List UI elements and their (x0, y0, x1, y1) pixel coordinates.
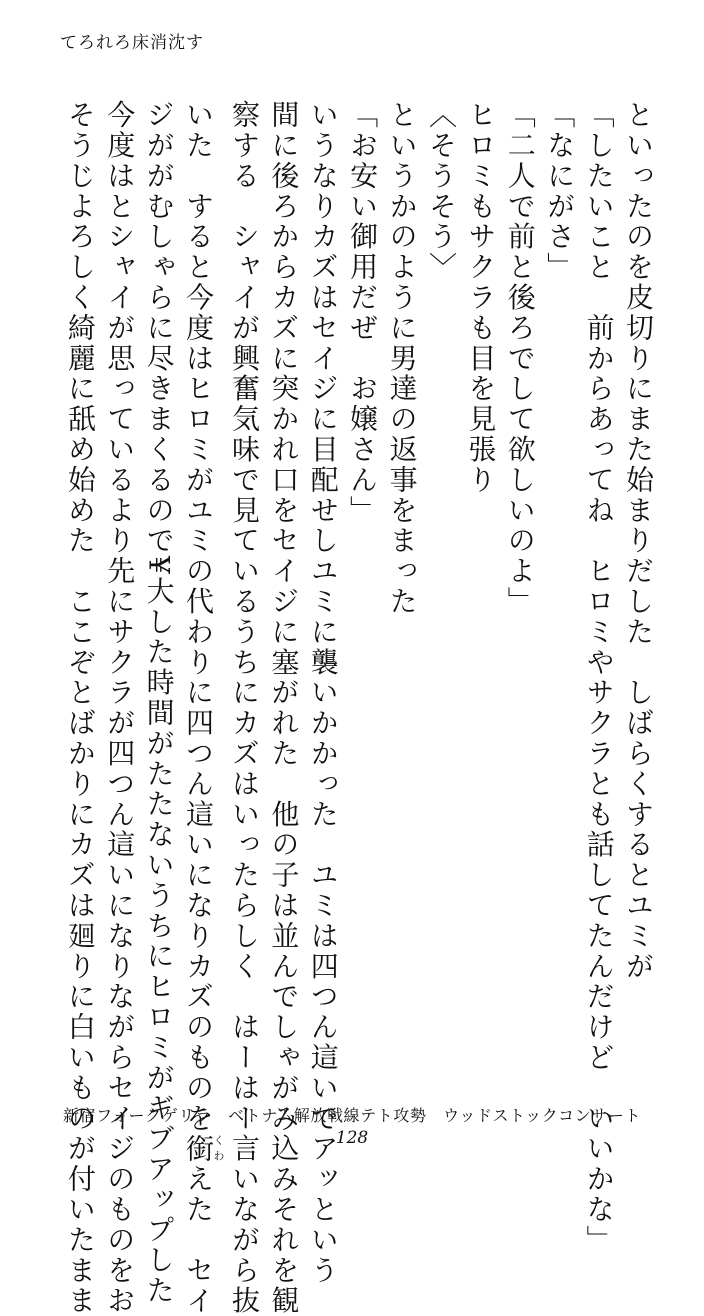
text-segment: いた すると今度はヒロミがユミの代わりに四つん這いになりカズのものを (182, 100, 216, 1134)
running-head: てろれろ床消沈す (60, 33, 204, 53)
text-line: 「二人で前と後ろでして欲しいのよ」 (503, 100, 537, 617)
page-footer (0, 1106, 704, 1148)
text-line: 間に後ろからカズに突かれ口をセイジに塞がれた 他の子は並んでしゃがみ込みそれを観 (267, 100, 301, 1316)
text-line: 察する シャイが興奮気味で見ているうちにカズはいったらしく はーはー言いながら抜 (227, 100, 261, 1316)
text-line: いうなりカズはセイジに目配せしユミに襲いかかった ユミは四つん這いでアッという (306, 100, 340, 1286)
page-number: 128 (335, 1128, 369, 1148)
text-line: 〈そうそう〉 (424, 100, 458, 283)
text-line: ヒロミもサクラも目を見張り (464, 100, 498, 496)
ruby-reading: くわ (212, 1133, 226, 1164)
text-line: 「お安い御用だぜ お嬢さん」 (346, 100, 380, 526)
text-segment: えた セイ (182, 1164, 216, 1316)
text-line: というかのように男達の返事をまった (385, 100, 419, 617)
text-line: 「したいこと 前からあってね ヒロミやサクラとも話してたんだけど いいかな」 (582, 100, 616, 1256)
footer-caption: 新宿フォークゲリラ ベトナム解放戦線テト攻勢 ウッドストックコンサート (62, 1106, 642, 1125)
text-line: 今度はとシャイが思っているより先にサクラが四つん這いになりながらセイジのものをお (103, 100, 137, 1316)
ruby-base: 銜 (182, 1133, 216, 1165)
text-line: そうじよろしく綺麗に舐め始めた ここぞとばかりにカズは廻りに白いものが付いたまま (63, 100, 97, 1316)
text-line: ジががむしゃらに尽きまくるので¥大した時間がたたないうちにヒロミがギブアップした (142, 100, 176, 1306)
text-line: 「なにがさ」 (543, 100, 577, 283)
text-line: といったのを皮切りにまた始まりだした しばらくするとユミが (622, 100, 655, 982)
text-line-with-ruby (179, 100, 226, 1316)
